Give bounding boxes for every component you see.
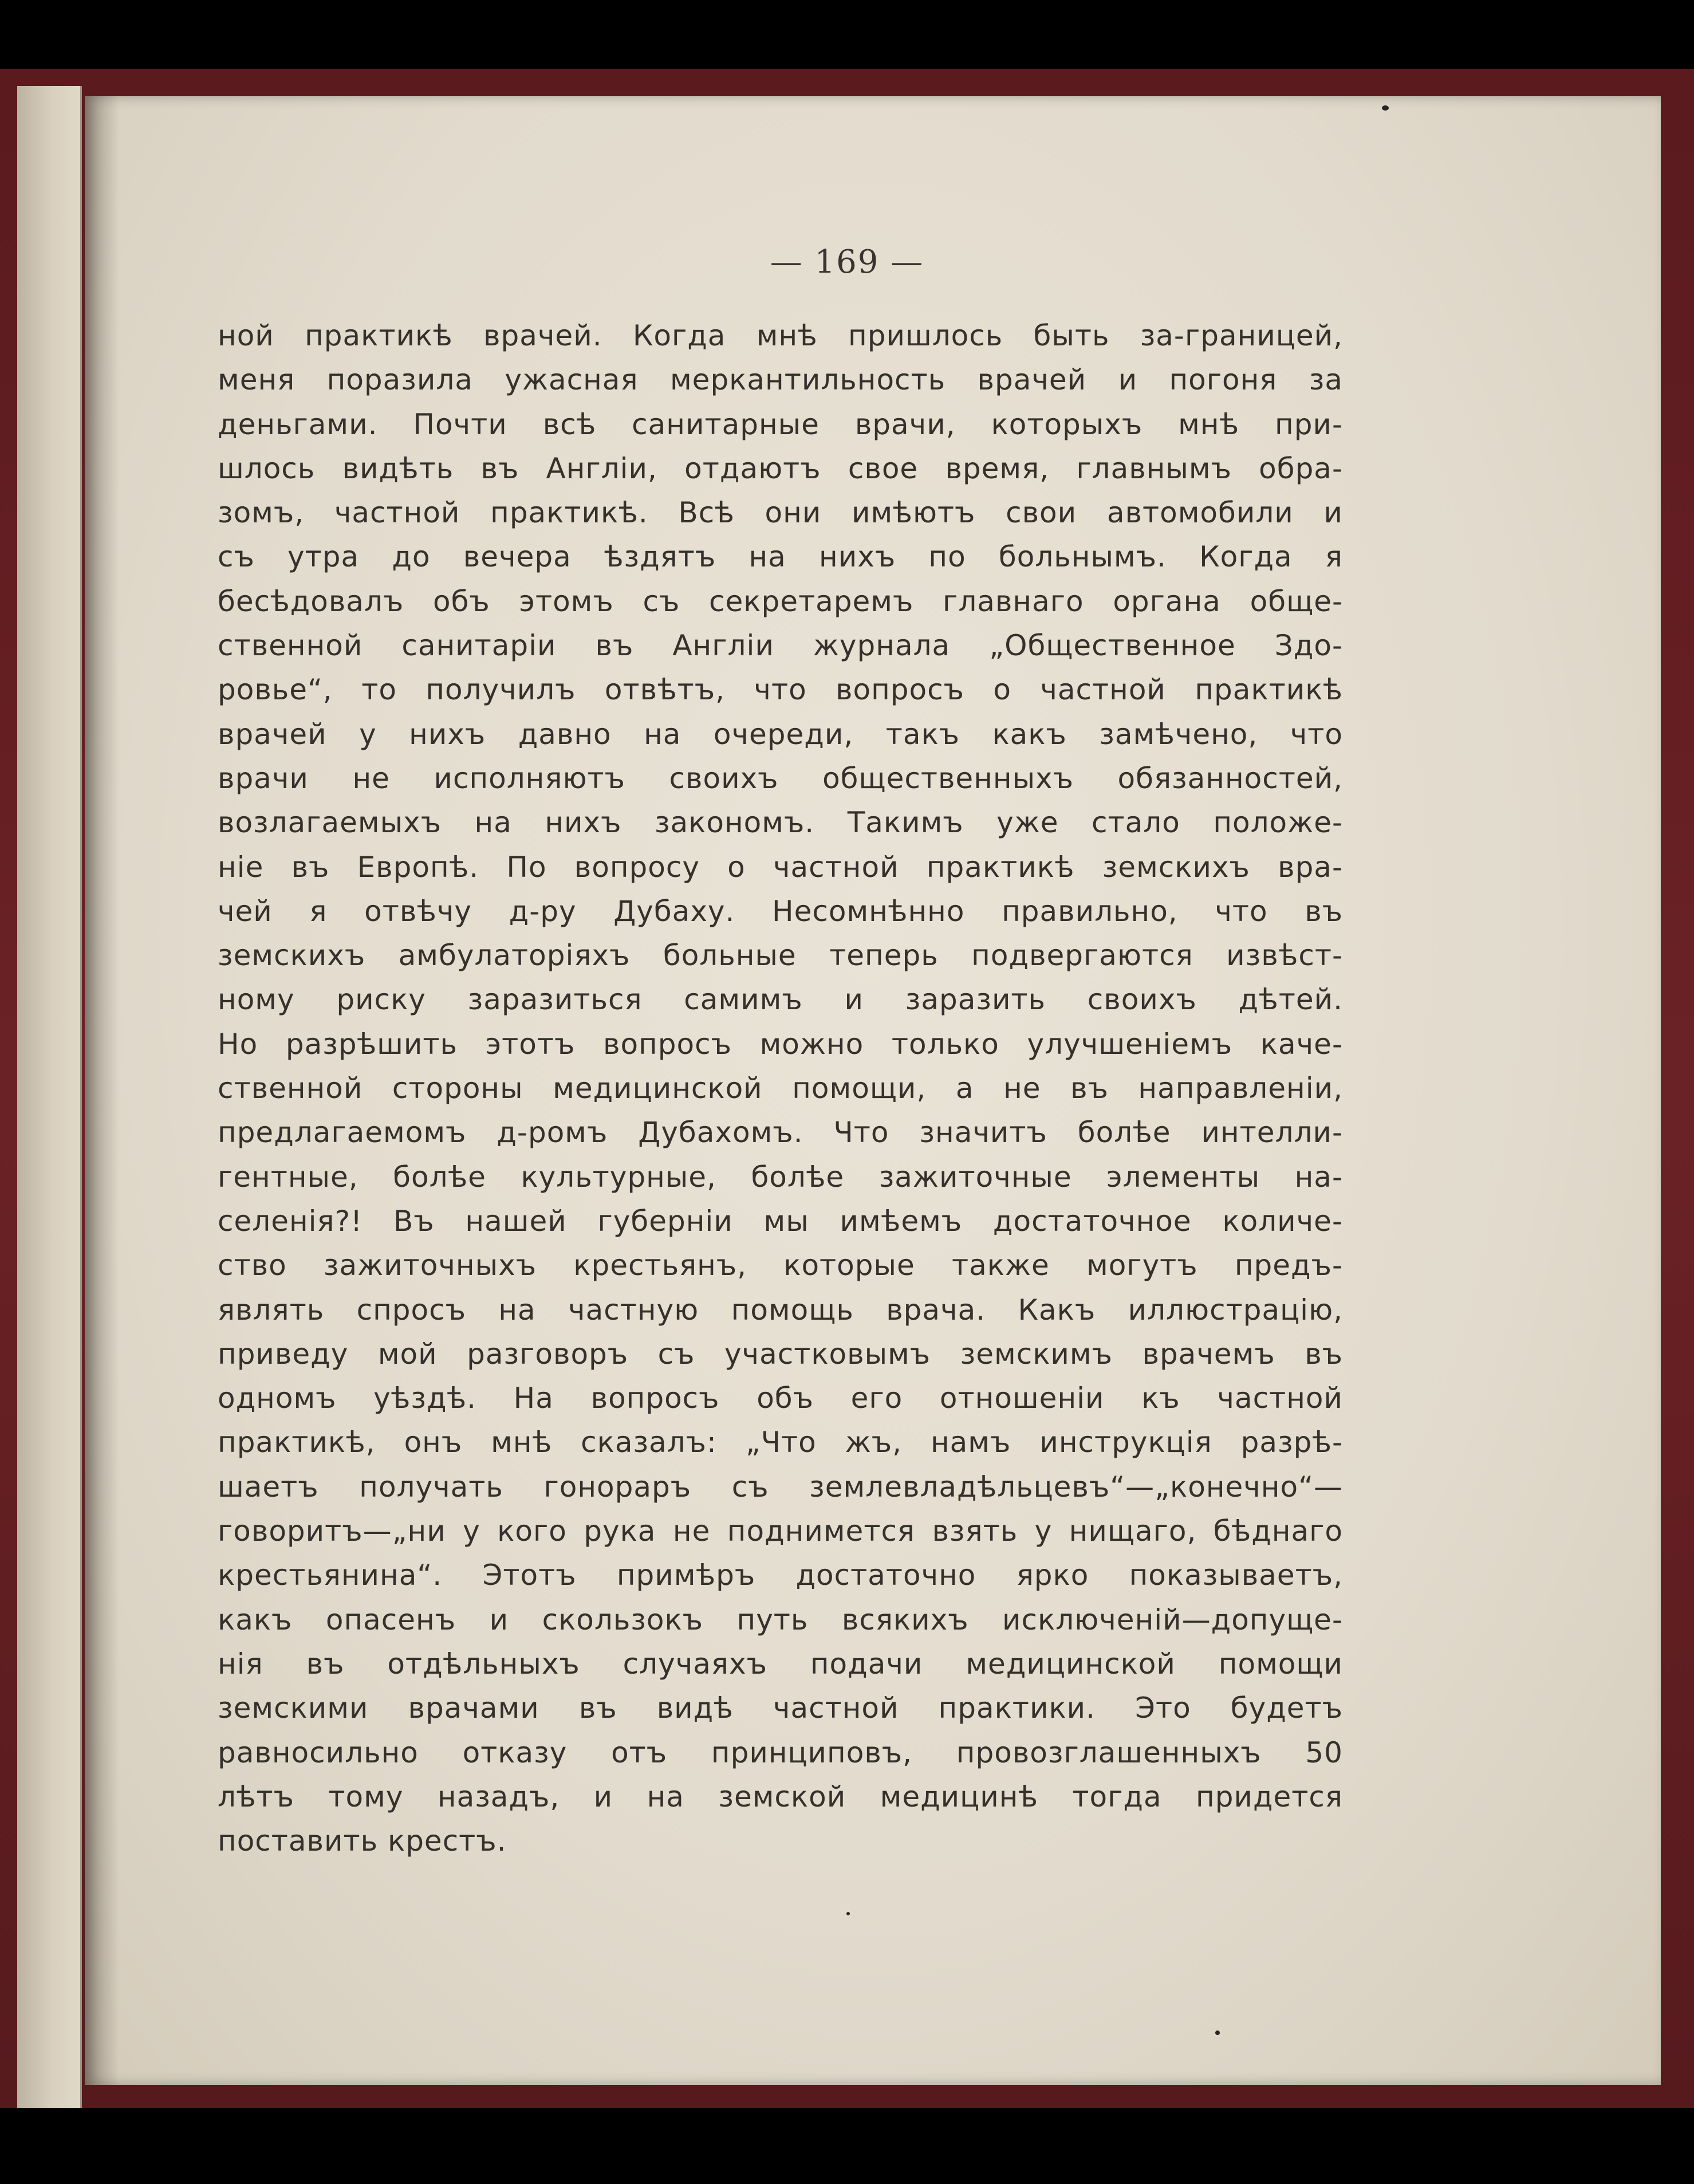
- text-line: земскихъ амбулаторіяхъ больные теперь подвергаются извѣст-: [218, 939, 1343, 973]
- spine-shadow: [85, 96, 119, 2085]
- page-number: — 169 —: [770, 243, 924, 281]
- text-line: лѣтъ тому назадъ, и на земской медицинѣ тогда придется: [218, 1780, 1343, 1813]
- text-line: селенія?! Въ нашей губерніи мы имѣемъ достаточное количе-: [218, 1204, 1343, 1238]
- text-line: шлось видѣть въ Англіи, отдаютъ свое время, главнымъ обра-: [218, 451, 1343, 485]
- text-line: ной практикѣ врачей. Когда мнѣ пришлось быть за-границей,: [218, 319, 1343, 352]
- text-line: являть спросъ на частную помощь врача. Какъ иллюстрацію,: [218, 1293, 1343, 1327]
- text-line: гентные, болѣе культурные, болѣе зажиточные элементы на-: [218, 1160, 1343, 1194]
- text-line: меня поразила ужасная меркантильность врачей и погоня за: [218, 363, 1343, 397]
- text-line: нія въ отдѣльныхъ случаяхъ подачи медицинской помощи: [218, 1647, 1343, 1681]
- text-line: равносильно отказу отъ принциповъ, провозглашенныхъ 50: [218, 1736, 1343, 1769]
- text-line: одномъ уѣздѣ. На вопросъ объ его отношеніи къ частной: [218, 1382, 1343, 1415]
- previous-page-edge: [17, 86, 82, 2108]
- text-line: деньгами. Почти всѣ санитарные врачи, которыхъ мнѣ при-: [218, 407, 1343, 441]
- text-line: чей я отвѣчу д-ру Дубаху. Несомнѣнно правильно, что въ: [218, 894, 1343, 928]
- text-line: Но разрѣшить этотъ вопросъ можно только улучшеніемъ каче-: [218, 1027, 1343, 1061]
- ink-speck: [1382, 105, 1389, 111]
- text-line: зомъ, частной практикѣ. Всѣ они имѣютъ свои автомобили и: [218, 496, 1343, 530]
- text-line: ственной санитаріи въ Англіи журнала „Общественное Здо-: [218, 629, 1343, 663]
- text-line: говоритъ—„ни у кого рука не поднимется взять у нищаго, бѣднаго: [218, 1514, 1343, 1548]
- text-line: врачи не исполняютъ своихъ общественныхъ обязанностей,: [218, 761, 1343, 795]
- text-line: какъ опасенъ и скользокъ путь всякихъ исключеній—допуще-: [218, 1603, 1343, 1636]
- text-line: съ утра до вечера ѣздятъ на нихъ по больнымъ. Когда я: [218, 540, 1343, 574]
- page-body-text: [218, 314, 1343, 1863]
- text-line: врачей у нихъ давно на очереди, такъ какъ замѣчено, что: [218, 717, 1343, 751]
- text-line: возлагаемыхъ на нихъ закономъ. Такимъ уже стало положе-: [218, 806, 1343, 840]
- ink-speck: [846, 1912, 850, 1915]
- text-line: ровье“, то получилъ отвѣтъ, что вопросъ о частной практикѣ: [218, 673, 1343, 707]
- text-line: предлагаемомъ д-ромъ Дубахомъ. Что значитъ болѣе интелли-: [218, 1116, 1343, 1150]
- text-line: крестьянина“. Этотъ примѣръ достаточно ярко показываетъ,: [218, 1559, 1343, 1592]
- text-line: практикѣ, онъ мнѣ сказалъ: „Что жъ, намъ инструкція разрѣ-: [218, 1426, 1343, 1459]
- text-line: ство зажиточныхъ крестьянъ, которые также могутъ предъ-: [218, 1249, 1343, 1282]
- text-line: земскими врачами въ видѣ частной практики. Это будетъ: [218, 1691, 1343, 1725]
- text-line: шаетъ получать гонораръ съ землевладѣльцевъ“—„конечно“—: [218, 1470, 1343, 1504]
- text-line: приведу мой разговоръ съ участковымъ земскимъ врачемъ въ: [218, 1337, 1343, 1371]
- text-line: поставить крестъ.: [218, 1824, 507, 1858]
- text-line: ніе въ Европѣ. По вопросу о частной практикѣ земскихъ вра-: [218, 850, 1343, 884]
- text-line: ному риску заразиться самимъ и заразить своихъ дѣтей.: [218, 983, 1343, 1017]
- ink-speck: [1215, 2030, 1220, 2035]
- text-line: бесѣдовалъ объ этомъ съ секретаремъ главнаго органа обще-: [218, 584, 1343, 618]
- text-line: ственной стороны медицинской помощи, а не въ направленіи,: [218, 1072, 1343, 1105]
